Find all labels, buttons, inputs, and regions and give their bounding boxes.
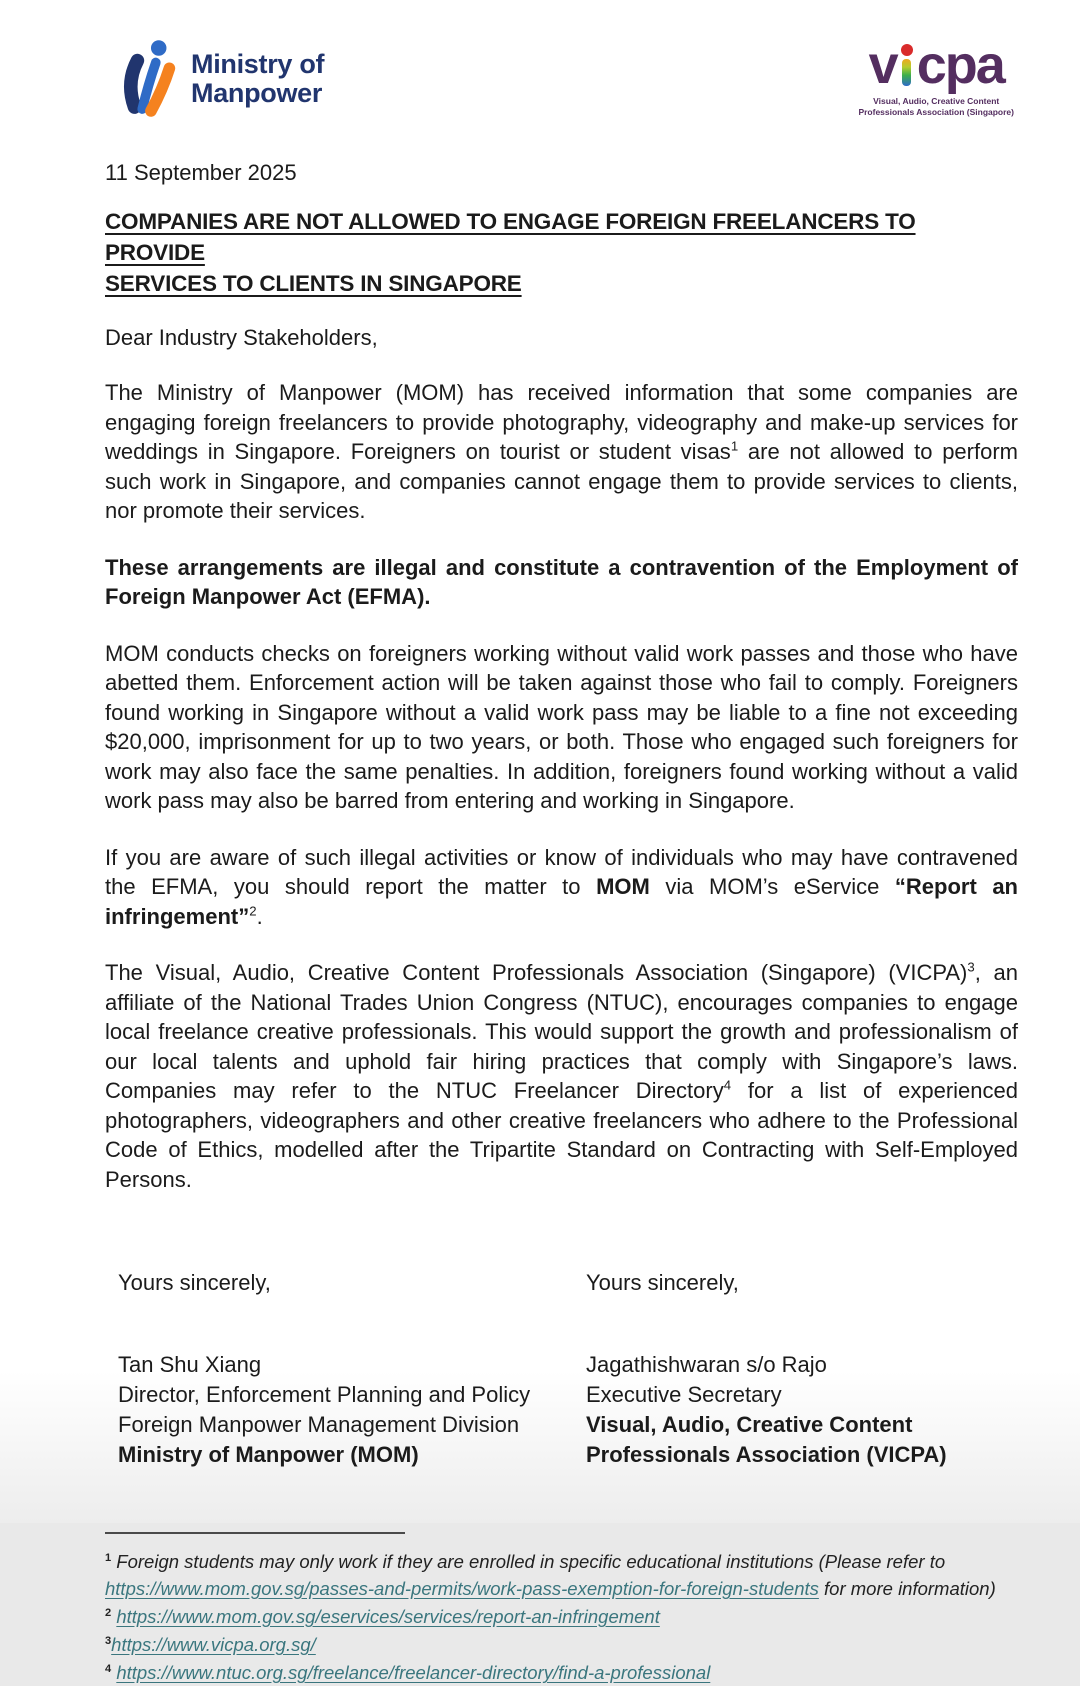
paragraph-1 — [105, 378, 1018, 526]
salutation: Dear Industry Stakeholders, — [105, 325, 378, 350]
text-segment: are not allowed to perform such work in Singapore, and companies cannot engage them to provide services to clients, nor promote their services. — [105, 439, 1018, 523]
text-segment: “Report an infringement” — [105, 874, 1018, 929]
text-segment: for more information) — [818, 1578, 996, 1599]
text-segment: for a list of experienced photographers, videographers and other creative freelancers who adhere to the Professional Code of Ethics, modelled after the Tripartite Standard on Contracting with Self-Employed Persons. — [105, 1078, 1019, 1192]
signer-org-left: Ministry of Manpower (MOM) — [118, 1442, 419, 1467]
mom-logo-text — [191, 50, 324, 108]
signer-role2-left: Foreign Manpower Management Division — [118, 1412, 520, 1437]
footnote-link[interactable]: https://www.vicpa.org.sg/ — [111, 1634, 316, 1655]
vicpa-tagline-line2: Professionals Association (Singapore) — [858, 107, 1014, 117]
vicpa-letter-v: v — [868, 35, 897, 95]
text-segment: . — [256, 903, 263, 929]
superscript-ref: 3 — [967, 959, 975, 975]
signer-name-left: Tan Shu Xiang — [118, 1352, 262, 1377]
letter-date: 11 September 2025 — [105, 160, 297, 185]
superscript-ref: 4 — [723, 1077, 732, 1093]
closing-right: Yours sincerely, — [586, 1270, 739, 1295]
letter-title-line2: SERVICES TO CLIENTS IN SINGAPORE — [105, 271, 522, 296]
paragraph-5 — [105, 958, 1018, 1194]
superscript-ref: 3 — [105, 1634, 112, 1647]
vicpa-tagline-line1: Visual, Audio, Creative Content — [873, 96, 1000, 106]
paragraph-2 — [105, 553, 1018, 612]
text-segment: The Ministry of Manpower (MOM) has received information that some companies are engaging foreign freelancers to provide photography, videography and make-up services for weddings in Singapore. Foreigners on tourist or student visas — [105, 380, 1018, 464]
closing-left: Yours sincerely, — [118, 1270, 271, 1295]
signature-vicpa — [586, 1268, 1018, 1470]
vicpa-wordmark — [858, 35, 1014, 95]
text-segment: , an affiliate of the National Trades Union Congress (NTUC), encourages companies to engage local freelance creative professionals. This would support the growth and professionalism of our local talents and uphold fair hiring practices that comply with Singapore’s laws. Companies may refer to the NTUC Freelancer Directory — [105, 960, 1018, 1103]
text-segment: If you are aware of such illegal activities or know of individuals who may have contravened the EFMA, you should report the matter to — [105, 844, 1018, 899]
footnotes — [105, 1532, 1018, 1686]
footnote-link[interactable]: https://www.mom.gov.sg/passes-and-permits/work-pass-exemption-for-foreign-students — [105, 1578, 819, 1599]
paragraph-4 — [105, 843, 1018, 932]
signer-org1-right: Visual, Audio, Creative Content — [586, 1412, 913, 1437]
signature-mom — [118, 1268, 586, 1470]
footnote-3 — [105, 1631, 1018, 1658]
signer-role1-left: Director, Enforcement Planning and Policy — [118, 1382, 531, 1407]
mom-logo-line1: Ministry of — [191, 49, 325, 79]
letter-title-line1: COMPANIES ARE NOT ALLOWED TO ENGAGE FOREIGN FREELANCERS TO PROVIDE — [105, 209, 916, 265]
text-segment: MOM — [596, 874, 650, 899]
footnote-4 — [105, 1659, 1018, 1686]
footnote-divider — [105, 1532, 405, 1534]
vicpa-logo — [858, 35, 1014, 118]
footnote-link[interactable]: https://www.ntuc.org.sg/freelance/freelancer-directory/find-a-professional — [116, 1662, 711, 1683]
text-segment: MOM conducts checks on foreigners working without valid work passes and those who have abetted them. Enforcement action will be taken against those who fail to comply. Foreigners found working in Singapore without a valid work pass may be liable to a fine not exceeding $20,000, imprisonment for up to two years, or both. Those who engaged such foreigners for work may also face the same penalties. In addition, foreigners found working without a valid work pass may also be barred from entering and working in Singapore. — [105, 640, 1018, 813]
signer-name-right: Jagathishwaran s/o Rajo — [586, 1352, 827, 1377]
vicpa-i-dot-icon — [901, 44, 913, 56]
superscript-ref: 2 — [249, 903, 257, 919]
footnote-1 — [105, 1548, 1018, 1602]
superscript-ref: 1 — [730, 438, 739, 454]
paragraph-3 — [105, 639, 1018, 816]
vicpa-tagline — [858, 96, 1014, 118]
letter-title — [105, 206, 1018, 299]
text-segment: Foreign students may only work if they are enrolled in specific educational institutions (Please refer to — [111, 1551, 946, 1572]
letterhead — [105, 35, 1018, 120]
vicpa-i-stem-icon — [902, 59, 911, 86]
text-segment: These arrangements are illegal and constitute a contravention of the Employment of Foreign Manpower Act (EFMA). — [105, 554, 1018, 609]
superscript-ref: 4 — [105, 1662, 112, 1675]
superscript-ref: 2 — [105, 1606, 112, 1619]
mom-logo-icon — [119, 38, 181, 120]
mom-logo — [119, 38, 324, 120]
mom-logo-line2: Manpower — [191, 78, 323, 108]
text-segment: via MOM’s eService — [649, 874, 895, 899]
footnote-2 — [105, 1603, 1018, 1630]
signature-block — [105, 1268, 1018, 1470]
signer-role1-right: Executive Secretary — [586, 1382, 782, 1407]
superscript-ref: 1 — [105, 1551, 112, 1564]
footnote-link[interactable]: https://www.mom.gov.sg/eservices/services/report-an-infringement — [116, 1606, 660, 1627]
signer-org2-right: Professionals Association (VICPA) — [586, 1442, 947, 1467]
text-segment: The Visual, Audio, Creative Content Professionals Association (Singapore) (VICPA) — [105, 960, 968, 985]
vicpa-i-icon — [901, 44, 913, 86]
vicpa-letters-cpa: cpa — [916, 35, 1004, 95]
